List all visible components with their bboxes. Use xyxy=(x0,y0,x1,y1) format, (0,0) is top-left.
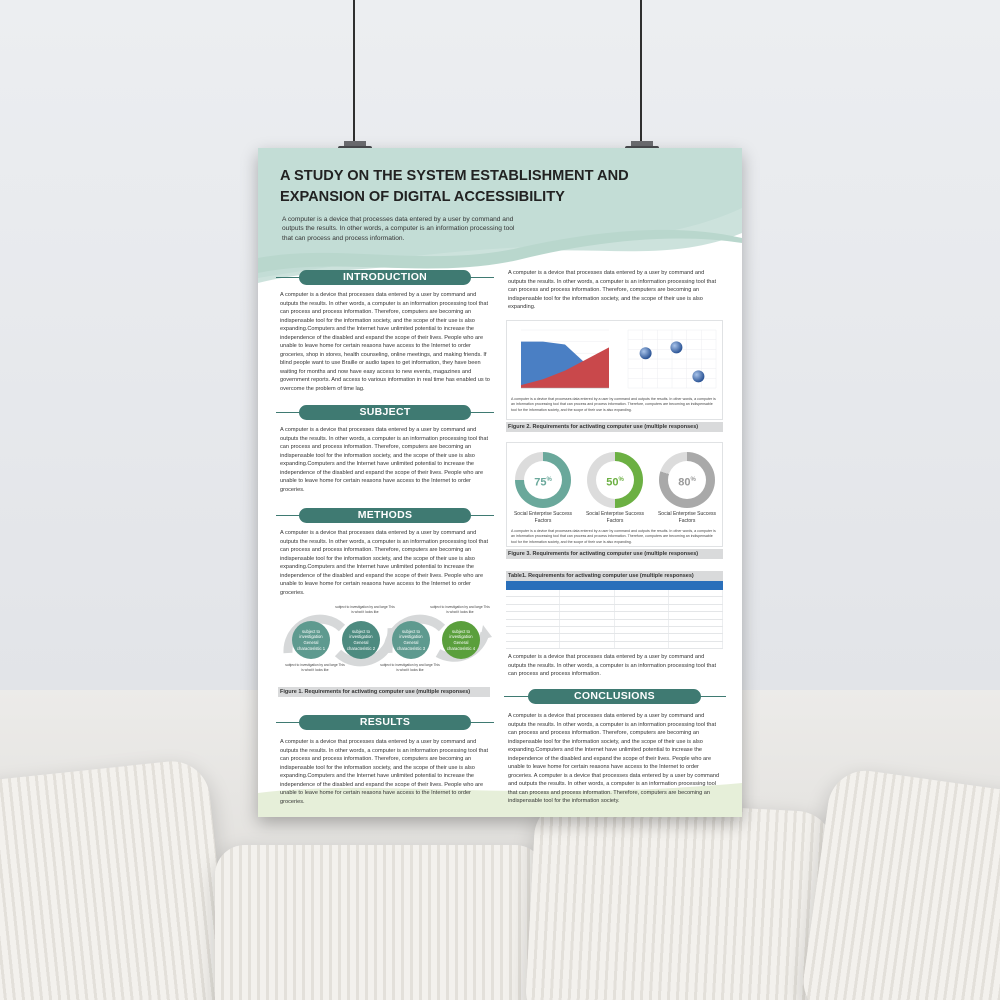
table-row xyxy=(506,605,723,612)
process-diagram xyxy=(280,603,492,683)
donut-label: Social Enterprise Success Factors xyxy=(585,511,645,524)
scatter-point xyxy=(670,341,682,353)
percent-sign: % xyxy=(690,477,696,483)
table-row xyxy=(506,620,723,627)
pillow-center-left xyxy=(215,845,545,1000)
table-row xyxy=(506,634,723,641)
hanging-wire-right xyxy=(640,0,642,142)
donut-chart-75 xyxy=(515,452,571,508)
title-line-2: EXPANSION OF DIGITAL ACCESSIBILITY xyxy=(280,189,565,205)
donut-label: Social Enterprise Success Factors xyxy=(513,511,573,524)
pillow-left xyxy=(0,758,233,1000)
bubble-chart xyxy=(618,326,720,396)
donut-label: Social Enterprise Success Factors xyxy=(657,511,717,524)
table-row xyxy=(506,612,723,619)
scatter-point xyxy=(692,370,704,382)
process-step-4: subject to investigation General characteristic 4 xyxy=(442,621,480,659)
conclusions-heading: CONCLUSIONS xyxy=(528,689,701,704)
process-note: subject to investigation by and large This is what it looks like xyxy=(285,663,345,672)
table1-caption: Table1. Requirements for activating computer use (multiple responses) xyxy=(506,571,723,581)
donut-chart-50 xyxy=(587,452,643,508)
introduction-body: A computer is a device that processes data entered by a user by command and outputs the results. In other words, a computer is an information processing tool that can process and process information. Therefore, computers are becoming an indispensable tool for the information society, and the scope of their use is also expanding.Computers and the Internet have unlimited potential to increase the independence of the disabled and expand the scope of their lives. People who are unable to leave home for certain reasons have access to the Internet to order groceries, shop in stores, health counseling, online meetings, and making friends. If blind people want to use Braille or audio tapes to get information, they have been waiting for months and now have easy access to new events, magazines and government reports. And access to various information in real time has enabled us to overcome the problem of time lag. xyxy=(280,292,490,393)
donut-chart-80 xyxy=(659,452,715,508)
process-step-3: subject to investigation General characteristic 3 xyxy=(392,621,430,659)
process-step-2: subject to investigation General characteristic 2 xyxy=(342,621,380,659)
process-note: subject to investigation by and large This is what it looks like xyxy=(430,605,490,614)
donut-value: 80 xyxy=(678,476,691,489)
figure2-caption: Figure 2. Requirements for activating computer use (multiple responses) xyxy=(506,422,723,432)
table1-after-text: A computer is a device that processes data entered by a user by command and outputs the results. In other words, a computer is an information processing tool that can process and process information. xyxy=(508,654,717,678)
subject-body: A computer is a device that processes data entered by a user by command and outputs the results. In other words, a computer is an information processing tool that can process and process information. Therefore, computers are becoming an indispensable tool for the information society, and the scope of their use is also expanding.Computers and the Internet have unlimited potential to increase the independence of the disabled and expand the scope of their lives. People who are unable to leave home for certain reasons have access to the Internet to order groceries. xyxy=(280,427,489,493)
intro-summary: A computer is a device that processes data entered by a user by command and outputs the results. In other words, a computer is an information processing tool that can process and process information. xyxy=(282,216,515,242)
process-note: subject to investigation by and large This is what it looks like xyxy=(380,663,440,672)
methods-body: A computer is a device that processes data entered by a user by command and outputs the results. In other words, a computer is an information processing tool that can process and process information. Therefore, computers are becoming an indispensable tool for the information society, and the scope of their use is also expanding.Computers and the Internet have unlimited potential to increase the independence of the disabled and expand the scope of their lives. People who are unable to leave home for certain reasons have access to the Internet to order groceries. xyxy=(280,530,489,596)
table-row xyxy=(506,590,723,597)
results-heading: RESULTS xyxy=(299,715,471,730)
poster-title xyxy=(280,166,710,208)
figure1-caption: Figure 1. Requirements for activating computer use (multiple responses) xyxy=(278,687,490,697)
percent-sign: % xyxy=(618,477,624,483)
figure2-panel xyxy=(506,320,723,420)
area-chart xyxy=(511,326,613,396)
table1 xyxy=(506,581,723,649)
table-row xyxy=(506,642,723,649)
table-row xyxy=(506,597,723,604)
methods-heading: METHODS xyxy=(299,508,471,523)
figure3-note: A computer is a device that processes data entered by a user by command and outputs the results. In other words, a computer is an information processing tool that can process and process information. Therefore, computers are becoming an indispensable tool for the information society, and the scope of their use is also expanding. xyxy=(511,529,716,544)
table-row xyxy=(506,627,723,634)
results-body: A computer is a device that processes data entered by a user by command and outputs the results. In other words, a computer is an information processing tool that can process and process information. Therefore, computers are becoming an indispensable tool for the information society, and the scope of their use is also expanding.Computers and the Internet have unlimited potential to increase the independence of the disabled and expand the scope of their lives. People who are unable to leave home for certain reasons have access to the Internet to order groceries. xyxy=(280,739,489,805)
figure3-panel xyxy=(506,442,723,547)
introduction-heading: INTRODUCTION xyxy=(299,270,471,285)
subject-heading: SUBJECT xyxy=(299,405,471,420)
scatter-point xyxy=(640,347,652,359)
process-note: subject to investigation by and large This is what it looks like xyxy=(335,605,395,614)
figure3-caption: Figure 3. Requirements for activating computer use (multiple responses) xyxy=(506,549,723,559)
title-line-1: A STUDY ON THE SYSTEM ESTABLISHMENT AND xyxy=(280,168,629,184)
process-step-1: subject to investigation General characteristic 1 xyxy=(292,621,330,659)
conclusions-body: A computer is a device that processes data entered by a user by command and outputs the results. In other words, a computer is an information processing tool that can process and process information. Therefore, computers are becoming an indispensable tool for the information society, and the scope of their use is also expanding.Computers and the Internet have unlimited potential to increase the independence of the disabled and expand the scope of their lives. People who are unable to leave home for certain reasons have access to the Internet to order groceries. A computer is a device that processes data entered by a user by command and outputs the results. In other words, a computer is an information processing tool that can process and process information. Therefore, computers are becoming an indispensable tool for the information society. xyxy=(508,713,720,805)
donut-value: 50 xyxy=(606,476,619,489)
table-header xyxy=(506,581,723,590)
hanging-wire-left xyxy=(353,0,355,142)
pillow-right xyxy=(799,766,1000,1000)
percent-sign: % xyxy=(546,477,552,483)
right-top-body: A computer is a device that processes data entered by a user by command and outputs the results. In other words, a computer is an information processing tool that can process and process information. Therefore, computers are becoming an indispensable tool for the information society, and the scope of their use is also expanding. xyxy=(508,270,717,311)
donut-value: 75 xyxy=(534,476,547,489)
research-poster xyxy=(258,148,742,817)
pillow-center-right xyxy=(524,797,836,1000)
figure2-note: A computer is a device that processes data entered by a user by command and outputs the results. In other words, a computer is an information processing tool that can process and process information. Therefore, computers are becoming an indispensable tool for the information society, and the scope of their use is also expanding. xyxy=(511,397,716,412)
